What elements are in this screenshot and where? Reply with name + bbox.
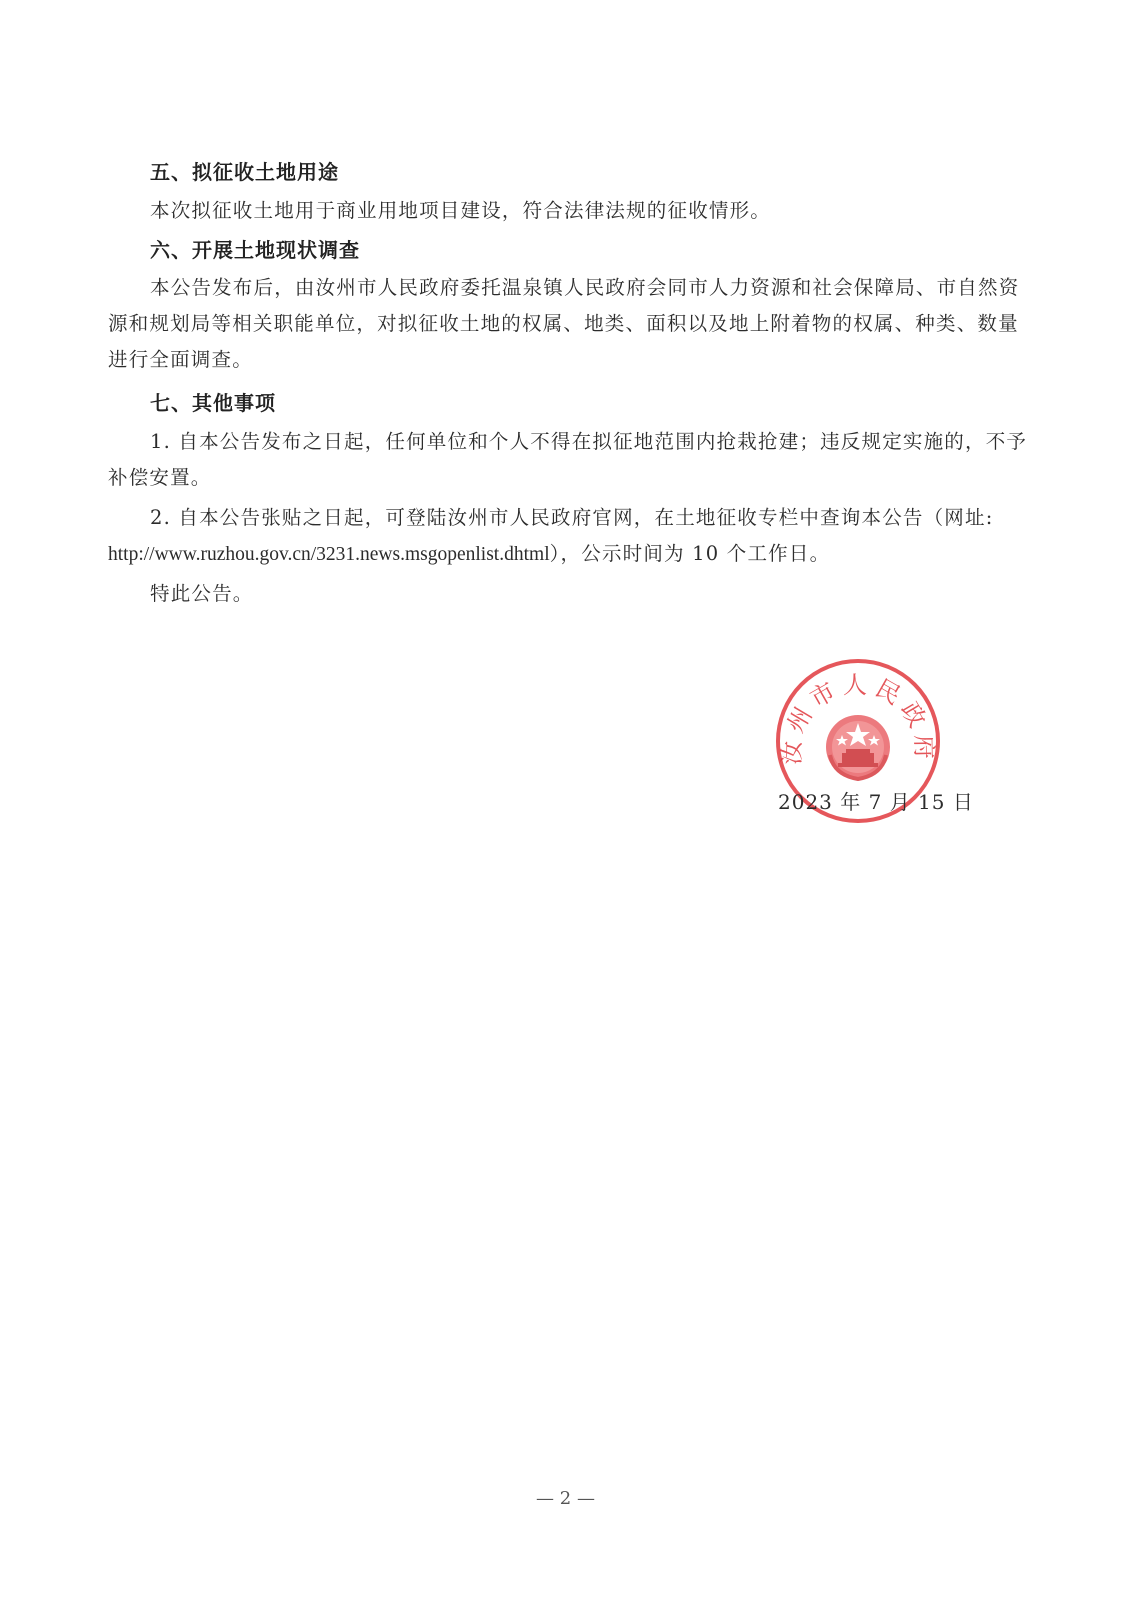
- section-5-heading: 五、拟征收土地用途: [150, 160, 339, 184]
- closing-line: [108, 576, 1028, 612]
- website-url: http://www.ruzhou.gov.cn/3231.news.msgopenlist.dhtml: [108, 544, 550, 565]
- page-number: — 2 —: [536, 1488, 595, 1509]
- seal-text: 汝州市人民政府: [777, 670, 939, 766]
- section-7-item-2: [108, 500, 1028, 573]
- item-2-prefix: 2. 自本公告张贴之日起，可登陆汝州市人民政府官网，在土地征收专栏中查询本公告（网址:: [150, 506, 994, 529]
- national-emblem-icon: [826, 715, 890, 779]
- closing-text: 特此公告。: [150, 582, 254, 605]
- section-5-body: [108, 193, 1028, 229]
- item-1-text: 1. 自本公告发布之日起，任何单位和个人不得在拟征地范围内抢栽抢建；违反规定实施的，不予补偿安置。: [108, 430, 1028, 489]
- section-7-item-1: [108, 424, 1028, 496]
- issue-date: 2023 年 7 月 15 日: [778, 790, 974, 814]
- section-6-heading: 六、开展土地现状调查: [150, 238, 360, 262]
- section-6-body: [108, 270, 1028, 378]
- section-6-text: 本公告发布后，由汝州市人民政府委托温泉镇人民政府会同市人力资源和社会保障局、市自然资源和规划局等相关职能单位，对拟征收土地的权属、地类、面积以及地上附着物的权属、种类、数量进行全面调查。: [108, 276, 1020, 371]
- section-5-text: 本次拟征收土地用于商业用地项目建设，符合法律法规的征收情形。: [150, 199, 772, 222]
- section-7-heading: 七、其他事项: [150, 391, 276, 415]
- item-2-suffix: ），公示时间为 10 个工作日。: [549, 542, 831, 565]
